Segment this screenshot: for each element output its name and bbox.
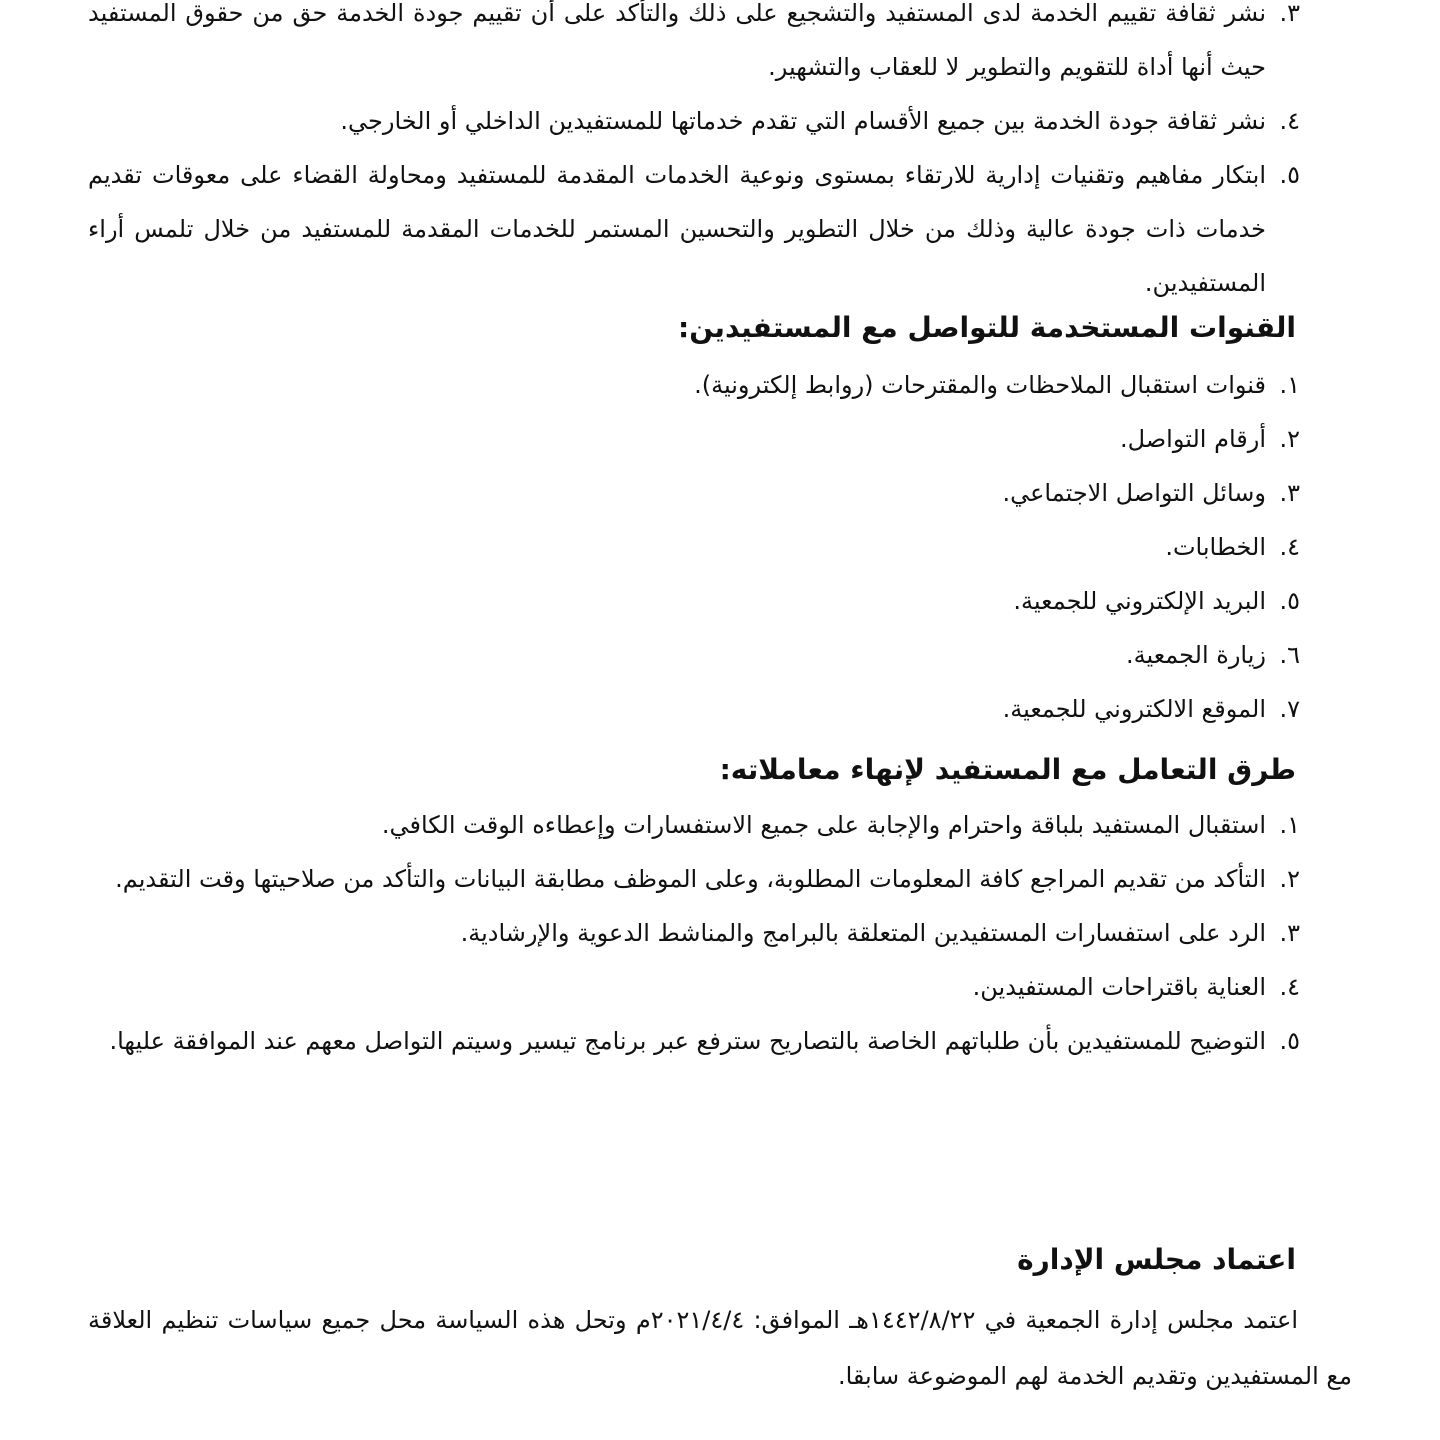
list-item-number: ٤. (1279, 973, 1300, 1001)
list-item-text: قنوات استقبال الملاحظات والمقترحات (روابط إلكترونية). (694, 371, 1266, 399)
list-item (88, 412, 1300, 466)
list-item-number: ٥. (1279, 161, 1300, 189)
list-item-number: ٣. (1279, 0, 1300, 27)
list-item-text: التأكد من تقديم المراجع كافة المعلومات المطلوبة، وعلى الموظف مطابقة البيانات والتأكد من صلاحيتها وقت التقديم. (115, 865, 1266, 893)
list-item-number: ٥. (1279, 587, 1300, 615)
list-item-number: ١. (1279, 371, 1300, 399)
list-item-number: ٤. (1279, 107, 1300, 135)
list-item (88, 358, 1300, 412)
list-item-number: ٥. (1279, 1027, 1300, 1055)
goals-list (88, 0, 1300, 310)
list-item-text: وسائل التواصل الاجتماعي. (1002, 479, 1266, 507)
list-item-text: البريد الإلكتروني للجمعية. (1013, 587, 1266, 615)
list-item-number: ٣. (1279, 919, 1300, 947)
list-item-number: ٣. (1279, 479, 1300, 507)
approval-heading: اعتماد مجلس الإدارة (1017, 1243, 1296, 1276)
list-item (88, 94, 1300, 148)
list-item-text: الرد على استفسارات المستفيدين المتعلقة بالبرامج والمناشط الدعوية والإرشادية. (460, 919, 1266, 947)
list-item (88, 0, 1300, 94)
list-item-number: ٢. (1279, 425, 1300, 453)
list-item-text: التوضيح للمستفيدين بأن طلباتهم الخاصة بالتصاريح سترفع عبر برنامج تيسير وسيتم التواصل معهم عند الموافقة عليها. (109, 1027, 1266, 1055)
list-item (88, 520, 1300, 574)
list-item-text: الخطابات. (1165, 533, 1266, 561)
list-item-number: ١. (1279, 811, 1300, 839)
list-item (88, 466, 1300, 520)
list-item (88, 628, 1300, 682)
list-item-number: ٤. (1279, 533, 1300, 561)
list-item-text: زيارة الجمعية. (1125, 641, 1266, 669)
methods-list (88, 798, 1300, 1068)
list-item-number: ٢. (1279, 865, 1300, 893)
channels-list (88, 358, 1300, 736)
list-item (88, 574, 1300, 628)
list-item (88, 682, 1300, 736)
list-item (88, 852, 1300, 906)
methods-heading: طرق التعامل مع المستفيد لإنهاء معاملاته: (719, 753, 1296, 786)
list-item (88, 148, 1300, 310)
channels-heading: القنوات المستخدمة للتواصل مع المستفيدين: (678, 311, 1296, 344)
list-item (88, 960, 1300, 1014)
list-item (88, 906, 1300, 960)
list-item-text: أرقام التواصل. (1119, 425, 1266, 453)
list-item-text: نشر ثقافة تقييم الخدمة لدى المستفيد والتشجيع على ذلك والتأكد على أن تقييم جودة الخدمة حق من حقوق المستفيد حيث أنها أداة للتقويم والتطوير لا للعقاب والتشهير. (88, 0, 1266, 81)
list-item-text: نشر ثقافة جودة الخدمة بين جميع الأقسام التي تقدم خدماتها للمستفيدين الداخلي أو الخارجي. (340, 107, 1266, 135)
list-item-number: ٧. (1279, 695, 1300, 723)
list-item (88, 798, 1300, 852)
list-item-text: الموقع الالكتروني للجمعية. (1002, 695, 1266, 723)
list-item-number: ٦. (1279, 641, 1300, 669)
approval-paragraph: اعتمد مجلس إدارة الجمعية في ١٤٤٢/٨/٢٢هـ الموافق: ٢٠٢١/٤/٤م وتحل هذه السياسة محل جميع سياسات تنظيم العلاقة مع المستفيدين وتقديم الخدمة لهم الموضوعة سابقا. (88, 1306, 1352, 1390)
list-item-text: استقبال المستفيد بلباقة واحترام والإجابة على جميع الاستفسارات وإعطاءه الوقت الكافي. (381, 811, 1266, 839)
list-item-text: العناية باقتراحات المستفيدين. (972, 973, 1266, 1001)
list-item-text: ابتكار مفاهيم وتقنيات إدارية للارتقاء بمستوى ونوعية الخدمات المقدمة للمستفيد ومحاولة القضاء على معوقات تقديم خدمات ذات جودة عالية وذلك من خلال التطوير والتحسين المستمر للخدمات المقدمة للمستفيد من خلال تلمس أراء المستفيدين. (88, 161, 1266, 297)
list-item (88, 1014, 1300, 1068)
